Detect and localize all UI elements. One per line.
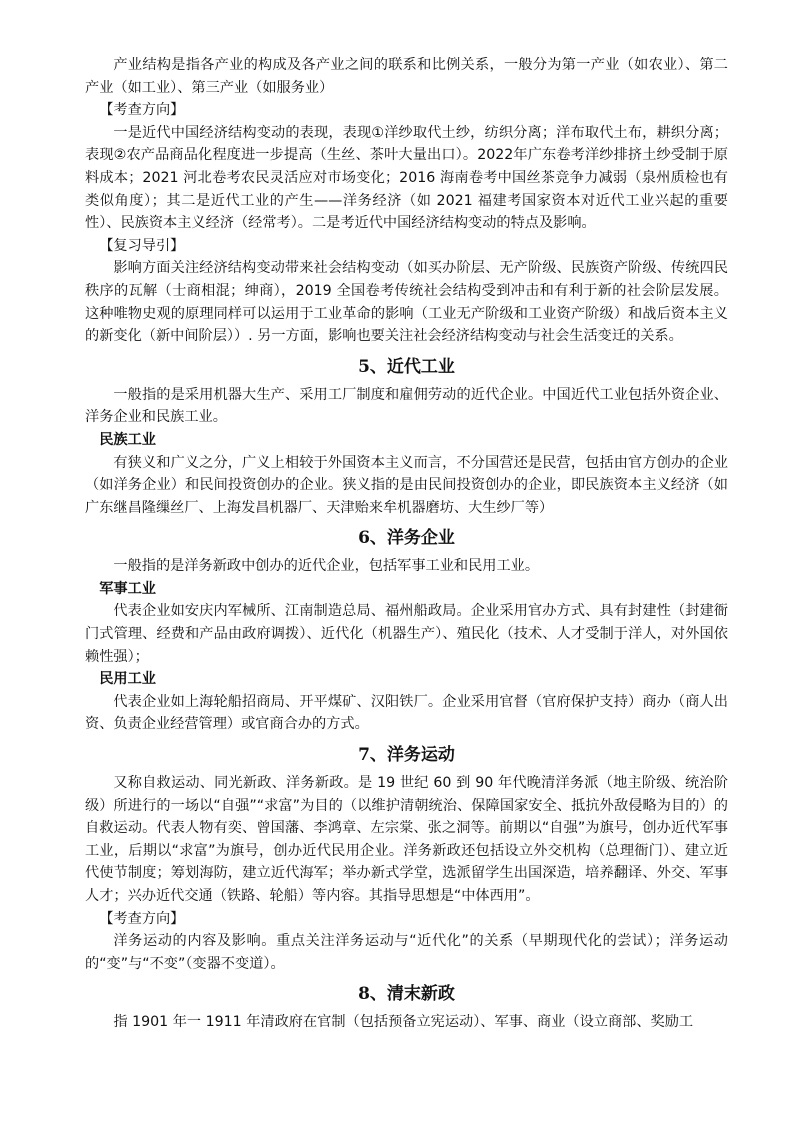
section-heading-5: 5、近代工业 — [358, 356, 455, 377]
s7-exam-direction-tag: 【考查方向】 — [99, 910, 185, 927]
s6-paragraph-1: 一般指的是洋务新政中创办的近代企业，包括军事工业和民用工业。 — [113, 558, 540, 575]
s7-paragraph-1: 又称自救运动、同光新政、洋务新政。是 19 世纪 60 到 90 年代晚清洋务派（地主阶级、统治阶级）所进行的一场以“自强”“求富”为目的（以维护清朝统治、保障国家安全、抵抗外敌侵略为目的）的自救运动。代表人物有奕、曾国藩、李鸿章、左宗棠、张之洞等。前期以“自强”为旗号，创办近代军事工业，后期以“求富”为旗号，创办近代民用企业。洋务新政还包括设立外交机构（总理衙门）、建立近代使节制度；筹划海防，建立近代海军；举办新式学堂，选派留学生出国深造，培养翻译、外交、军事人才；兴办近代交通（铁路、轮船）等内容。其指导思想是“中体西用”。 — [85, 775, 728, 904]
intro-paragraph-3: 影响方面关注经济结构变动带来社会结构变动（如买办阶层、无产阶级、民族资产阶级、传统四民秩序的瓦解（士商相混；绅商），2019 全国卷考传统社会结构受到冲击和有利于新的社会阶层发展。这种唯物史观的原理同样可以运用于工业革命的影响（工业无产阶级和工业资产阶级）和战后资本主义的新变化（新中间阶层））. 另一方面，影响也要关注社会经济结构变动与社会生活变迁的关系。 — [85, 260, 728, 345]
intro-paragraph-2: 一是近代中国经济结构变动的表现，表现①洋纱取代土纱，纺织分离；洋布取代土布，耕织分离；表现②农产品商品化程度进一步提高（生丝、茶叶大量出口）。2022年广东卷考洋纱排挤土纱受制于原料成本；2021 河北卷考农民灵活应对市场变化；2016 海南卷考中国丝茶竞争力减弱（泉州质检也有类似角度）；其二是近代工业的产生——洋务经济（如 2021 福建考国家资本对近代工业兴起的重要性）、民族资本主义经济（经常考）。二是考近代中国经济结构变动的特点及影响。 — [85, 124, 728, 232]
exam-direction-tag: 【考查方向】 — [99, 102, 185, 119]
section-heading-8: 8、清末新政 — [358, 984, 455, 1005]
s7-paragraph-2: 洋务运动的内容及影响。重点关注洋务运动与“近代化”的关系（早期现代化的尝试）；洋务运动的“变”与“不变”（变器不变道）。 — [85, 933, 728, 972]
review-guide-tag: 【复习导引】 — [99, 237, 185, 254]
section-heading-7: 7、洋务运动 — [358, 745, 455, 766]
section-heading-6: 6、洋务企业 — [358, 528, 455, 549]
s6-subheading-military: 军事工业 — [99, 580, 156, 597]
s5-paragraph-1: 一般指的是采用机器大生产、采用工厂制度和雇佣劳动的近代企业。中国近代工业包括外资企业、洋务企业和民族工业。 — [85, 386, 728, 426]
s5-paragraph-2: 有狭义和广义之分，广义上相较于外国资本主义而言，不分国营还是民营，包括由官方创办的企业（如洋务企业）和民间投资创办的企业。狭义指的是由民间投资创办的企业，即民族资本主义经济（如广东继昌隆缫丝厂、上海发昌机器厂、天津贻来牟机器磨坊、大生纱厂等） — [85, 454, 728, 516]
s5-subheading: 民族工业 — [99, 431, 156, 448]
s6-paragraph-2: 代表企业如安庆内军械所、江南制造总局、福州船政局。企业采用官办方式、具有封建性（封建衙门式管理、经费和产品由政府调拨）、近代化（机器生产）、殖民化（技术、人才受制于洋人，对外国依赖性强）； — [85, 603, 728, 665]
s6-paragraph-3: 代表企业如上海轮船招商局、开平煤矿、汉阳铁厂。企业采用官督（官府保护支持）商办（商人出资、负责企业经营管理）或官商合办的方式。 — [85, 693, 728, 733]
s6-subheading-civil: 民用工业 — [99, 671, 156, 688]
s8-paragraph-1: 指 1901 年一 1911 年清政府在官制（包括预备立宪运动）、军事、商业（设立商部、奖励工 — [113, 1014, 694, 1031]
intro-paragraph-1: 产业结构是指各产业的构成及各产业之间的联系和比例关系，一般分为第一产业（如农业）、第二产业（如工业）、第三产业（如服务业） — [85, 57, 728, 96]
